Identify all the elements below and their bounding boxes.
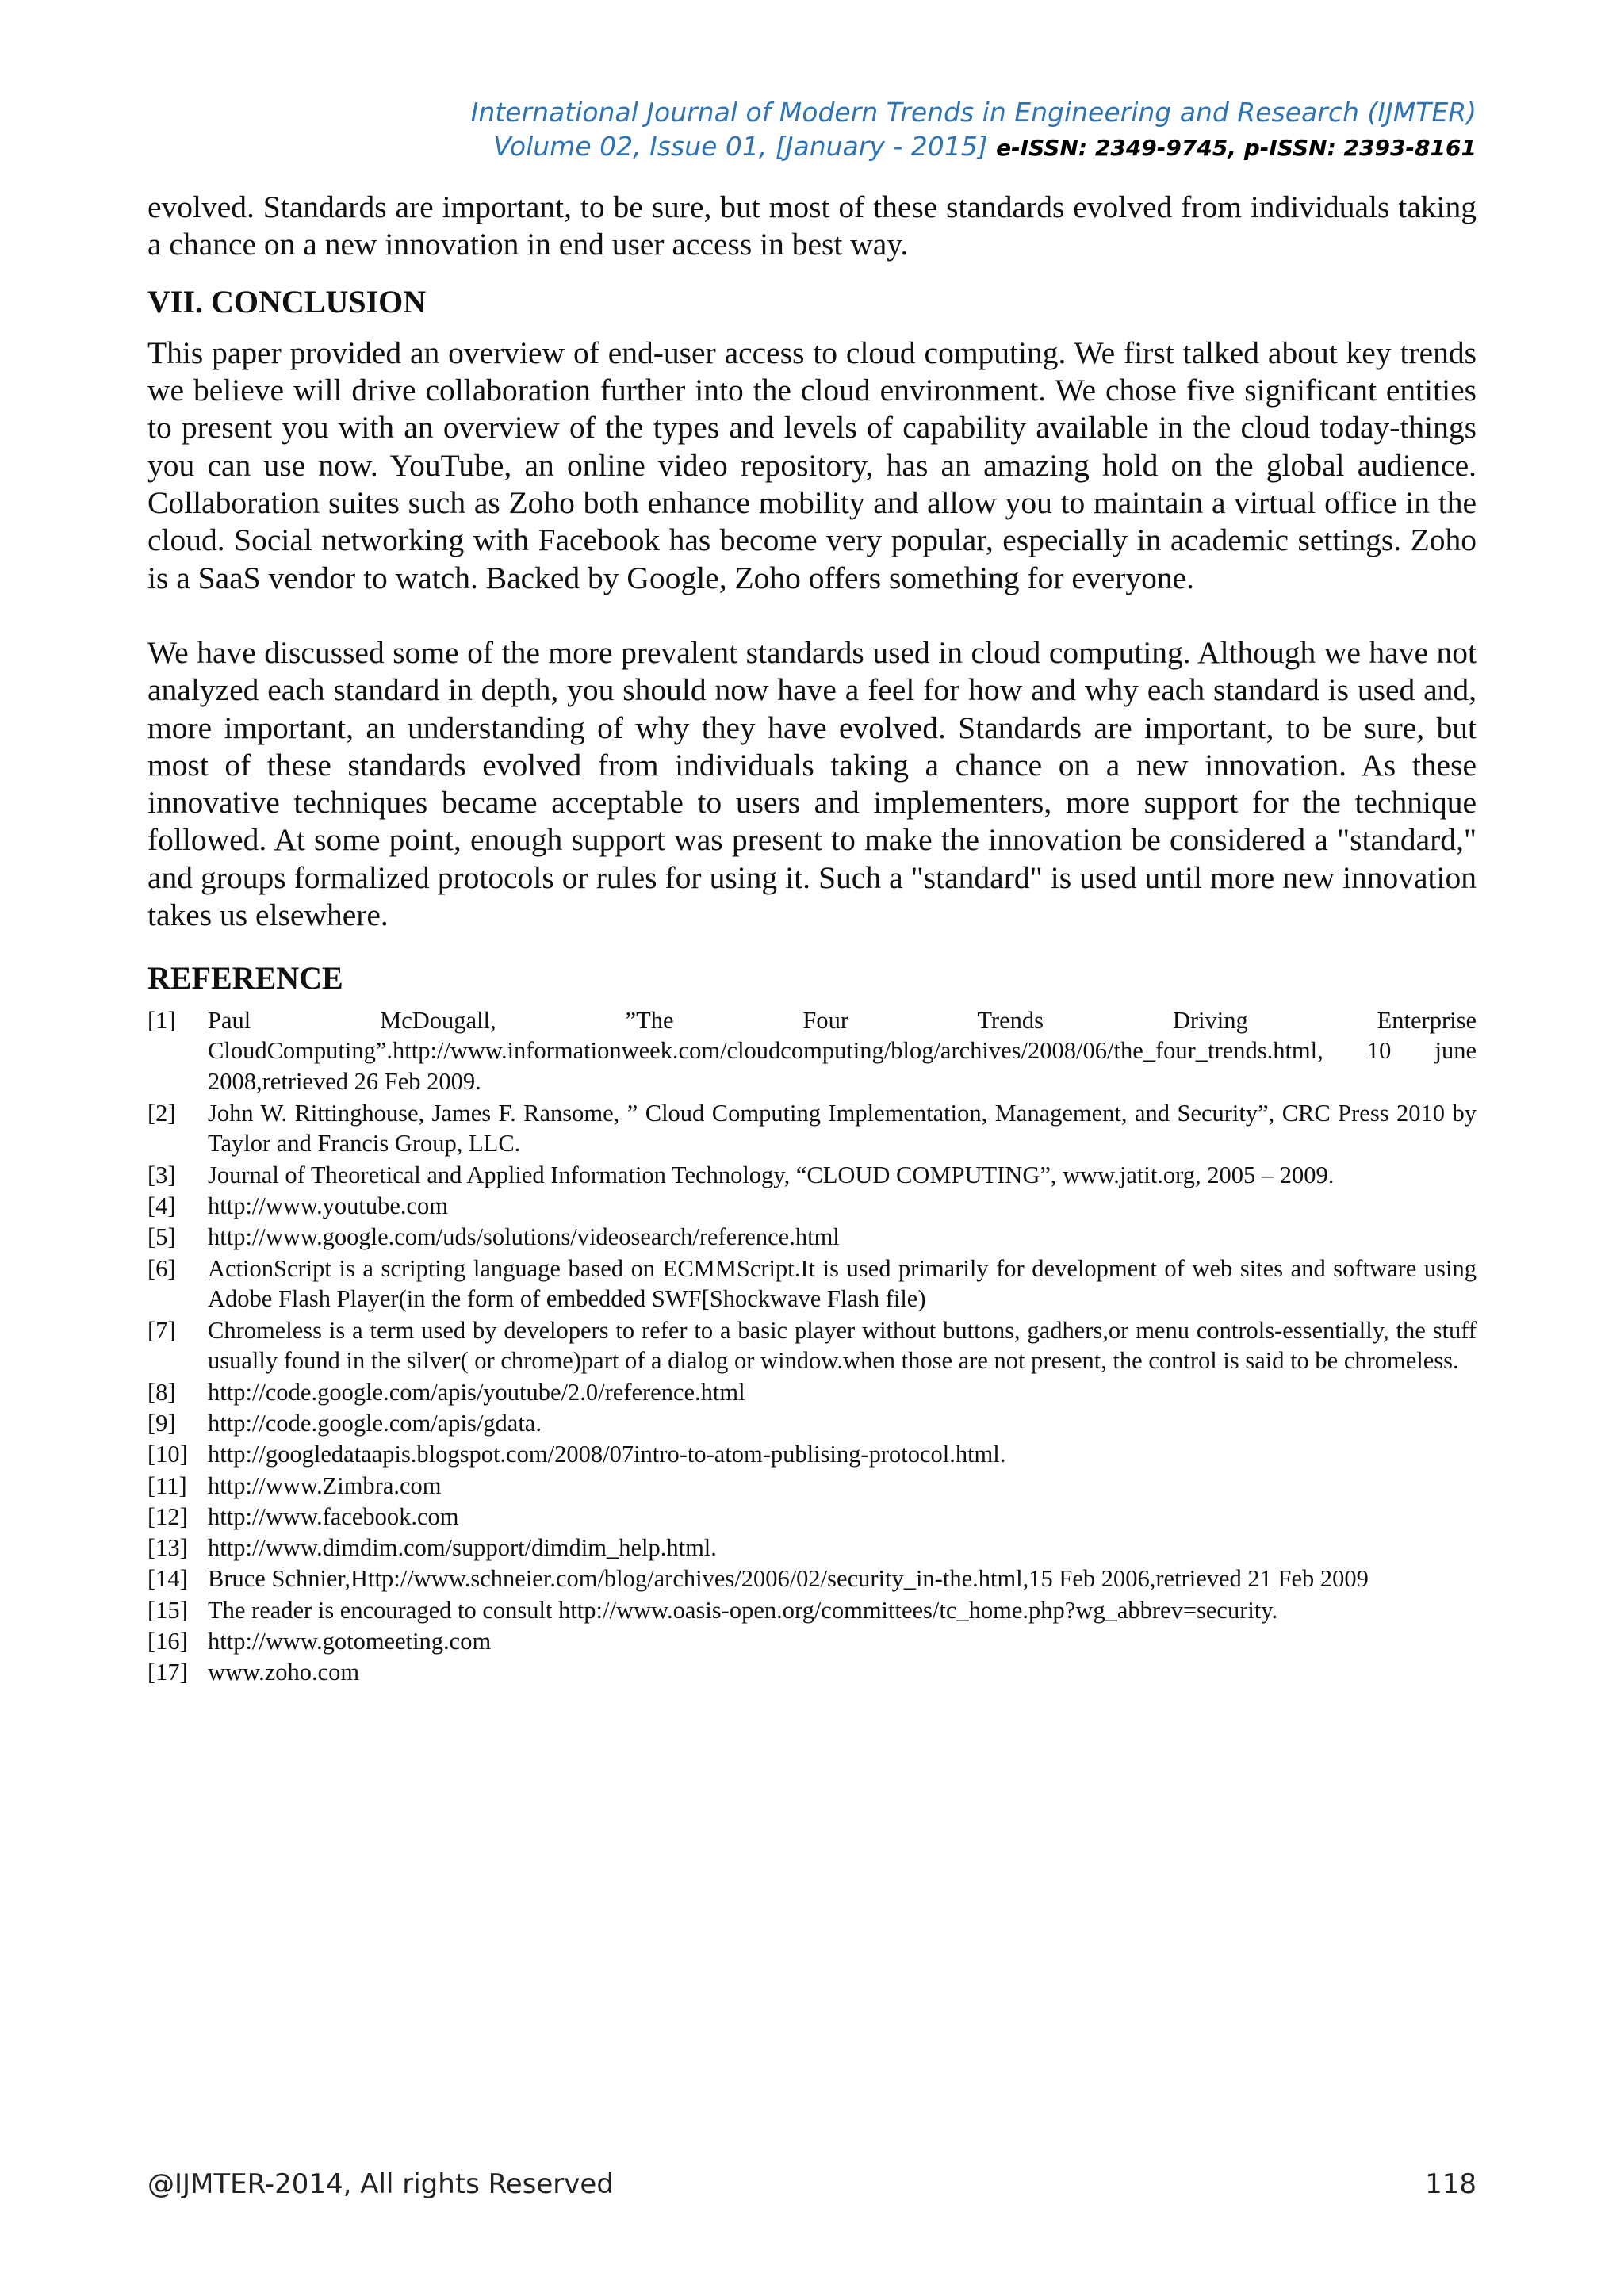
- paper-page: [147, 0, 1477, 2296]
- reference-number: [9]: [147, 1410, 176, 1437]
- reference-number: [13]: [147, 1534, 188, 1562]
- reference-text: http://googledataapis.blogspot.com/2008/07intro-to-atom-publising-protocol.html.: [208, 1441, 1006, 1468]
- reference-text: http://www.Zimbra.com: [208, 1471, 442, 1499]
- reference-item: [147, 1533, 1477, 1563]
- reference-item: [147, 1408, 1477, 1439]
- reference-text: Bruce Schnier,Http://www.schneier.com/blog/archives/2006/02/security_in-the.html,15 Feb 2006,retrieved 21 Feb 2009: [208, 1565, 1369, 1593]
- reference-number: [11]: [147, 1471, 187, 1499]
- reference-text: www.zoho.com: [208, 1659, 360, 1686]
- reference-text: Journal of Theoretical and Applied Information Technology, “CLOUD COMPUTING”, www.jatit.org, 2005 – 2009.: [208, 1161, 1335, 1188]
- reference-item: [147, 1005, 1477, 1097]
- reference-number: [2]: [147, 1099, 176, 1127]
- reference-item: [147, 1253, 1477, 1315]
- intro-paragraph: evolved. Standards are important, to be sure, but most of these standards evolved from individuals taking a chance on a new innovation in end user access in best way.: [147, 189, 1477, 262]
- reference-item: [147, 1315, 1477, 1377]
- journal-volume-line: [147, 129, 1477, 165]
- reference-item: [147, 1595, 1477, 1626]
- reference-item: [147, 1626, 1477, 1657]
- reference-number: [3]: [147, 1161, 176, 1188]
- conclusion-paragraph-2: We have discussed some of the more prevalent standards used in cloud computing. Although we have not analyzed each standard in depth, you should now have a feel for how and why each standard is used and, more important, an understanding of why they have evolved. Standards are important, to be sure, but most of these standards evolved from individuals taking a chance on a new innovation. As these innovative techniques became acceptable to users and implementers, more support for the technique followed. At some point, enough support was present to make the innovation be considered a "standard," and groups formalized protocols or rules for using it. Such a "standard" is used until more new innovation takes us elsewhere.: [147, 634, 1477, 933]
- conclusion-paragraph-1: This paper provided an overview of end-user access to cloud computing. We first talked about key trends we believe will drive collaboration further into the cloud environment. We chose five significant entities to present you with an overview of the types and levels of capability available in the cloud today-things you can use now. YouTube, an online video repository, has an amazing hold on the global audience. Collaboration suites such as Zoho both enhance mobility and allow you to maintain a virtual office in the cloud. Social networking with Facebook has become very popular, especially in academic settings. Zoho is a SaaS vendor to watch. Backed by Google, Zoho offers something for everyone.: [147, 335, 1477, 595]
- reference-item: [147, 1377, 1477, 1408]
- journal-volume: Volume 02, Issue 01, [January - 2015]: [493, 131, 988, 162]
- reference-item: [147, 1439, 1477, 1470]
- reference-number: [1]: [147, 1006, 176, 1034]
- reference-item: [147, 1657, 1477, 1688]
- reference-text: http://www.google.com/uds/solutions/videosearch/reference.html: [208, 1223, 840, 1251]
- references-title: REFERENCE: [147, 960, 343, 997]
- reference-number: [10]: [147, 1441, 188, 1468]
- reference-text: John W. Rittinghouse, James F. Ransome, ” Cloud Computing Implementation, Management, and Security”, CRC Press 2010 by Taylor and Francis Group, LLC.: [208, 1099, 1477, 1158]
- reference-text: Chromeless is a term used by developers to refer to a basic player without buttons, gadhers,or menu controls-essentially, the stuff usually found in the silver( or chrome)part of a dialog or window.when those are not present, the control is said to be chromeless.: [208, 1316, 1477, 1375]
- reference-item: [147, 1098, 1477, 1160]
- reference-text: The reader is encouraged to consult http://www.oasis-open.org/committees/tc_home.php?wg_abbrev=security.: [208, 1596, 1278, 1624]
- reference-number: [5]: [147, 1223, 176, 1251]
- reference-item: [147, 1502, 1477, 1533]
- reference-number: [8]: [147, 1378, 176, 1406]
- body-text: [147, 189, 1477, 1689]
- reference-number: [7]: [147, 1316, 176, 1344]
- reference-text: http://www.facebook.com: [208, 1502, 459, 1530]
- journal-issn: e-ISSN: 2349-9745, p-ISSN: 2393-8161: [996, 135, 1477, 161]
- reference-list: [147, 1005, 1477, 1689]
- reference-text: http://www.youtube.com: [208, 1192, 448, 1219]
- reference-text: Paul McDougall, ”The Four Trends Driving Enterprise CloudComputing”.http://www.informationweek.com/cloudcomputing/blog/archives/2008/06/the_four_trends.html, 10 june 2008,retrieved 26 Feb 2009.: [208, 1006, 1477, 1096]
- reference-number: [6]: [147, 1254, 176, 1282]
- reference-text: http://www.dimdim.com/support/dimdim_help.html.: [208, 1534, 717, 1562]
- reference-text: ActionScript is a scripting language based on ECMMScript.It is used primarily for development of web sites and software using Adobe Flash Player(in the form of embedded SWF[Shockwave Flash file): [208, 1254, 1477, 1313]
- page-number: 118: [1425, 2168, 1477, 2200]
- reference-number: [15]: [147, 1596, 188, 1624]
- section-title: VII. CONCLUSION: [147, 283, 427, 320]
- reference-item: [147, 1471, 1477, 1502]
- reference-number: [4]: [147, 1192, 176, 1219]
- reference-item: [147, 1191, 1477, 1222]
- reference-text: http://code.google.com/apis/gdata.: [208, 1410, 542, 1437]
- reference-number: [17]: [147, 1659, 188, 1686]
- reference-text: http://code.google.com/apis/youtube/2.0/reference.html: [208, 1378, 745, 1406]
- journal-title: International Journal of Modern Trends in Engineering and Research (IJMTER): [470, 97, 1477, 128]
- reference-text: http://www.gotomeeting.com: [208, 1628, 492, 1655]
- journal-header: [147, 95, 1477, 165]
- reference-number: [14]: [147, 1565, 188, 1593]
- reference-item: [147, 1563, 1477, 1594]
- reference-number: [16]: [147, 1628, 188, 1655]
- reference-item: [147, 1160, 1477, 1191]
- reference-number: [12]: [147, 1502, 188, 1530]
- reference-item: [147, 1222, 1477, 1253]
- copyright-notice: @IJMTER-2014, All rights Reserved: [147, 2168, 614, 2200]
